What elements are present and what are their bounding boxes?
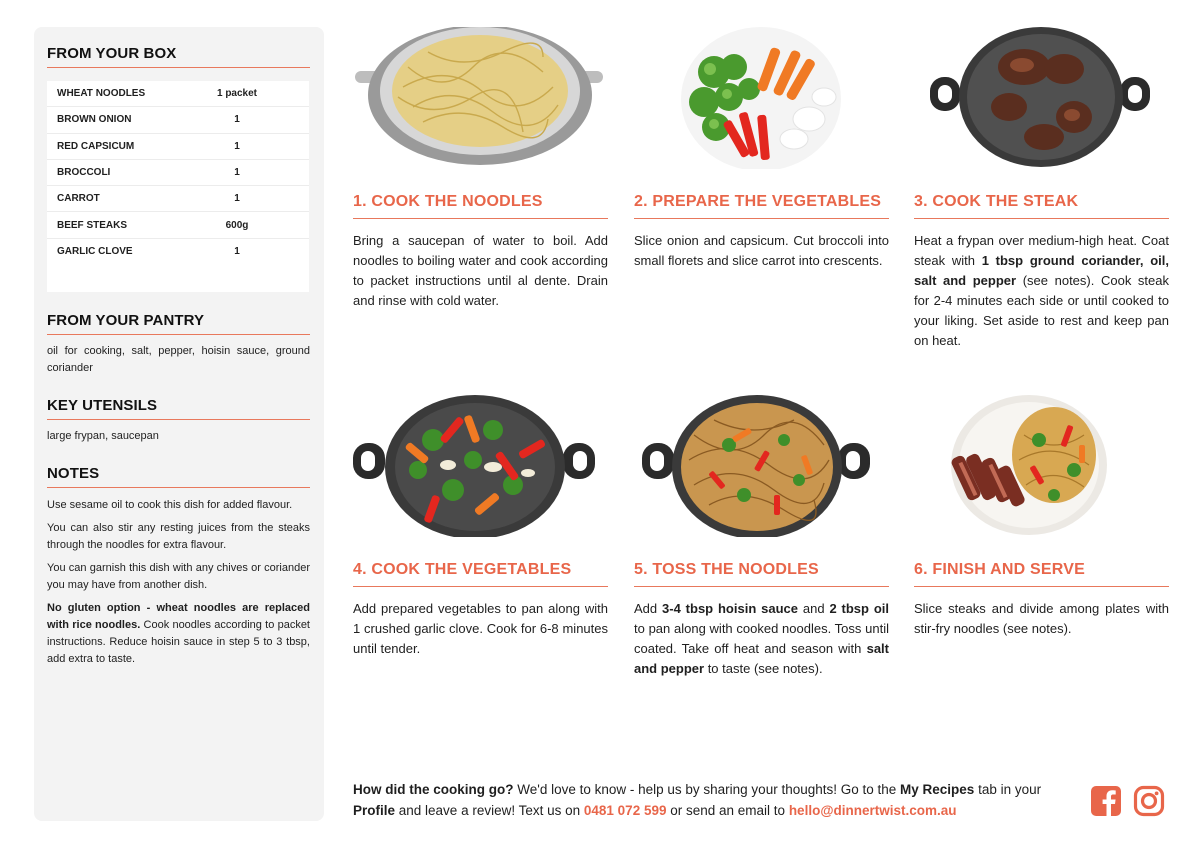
step-title: 4. COOK THE VEGETABLES [353,561,608,587]
step-text-part: Slice steaks and divide among plates with stir-fry noodles (see notes). [914,601,1169,636]
step-text-part: Bring a saucepan of water to boil. Add noodles to boiling water and cook according to packet instructions until al dente. Drain and rinse with cold water. [353,233,608,308]
step-text-part: Slice onion and capsicum. Cut broccoli into small florets and slice carrot into crescents. [634,233,889,268]
ingredient-qty: 1 [234,167,240,179]
pantry-text: oil for cooking, salt, pepper, hoisin sauce, ground coriander [47,345,310,375]
step-text-part: to pan along with cooked noodles. Toss until coated. Take off heat and season with [634,621,889,656]
ingredient-qty: 1 packet [216,88,258,100]
box-heading: FROM YOUR BOX [47,45,310,68]
step-text-part: and [798,601,830,616]
step-title: 1. COOK THE NOODLES [353,193,608,219]
utensils-heading: KEY UTENSILS [47,397,310,420]
step-4 [353,395,608,659]
step-6 [914,395,1169,639]
ingredient-name: WHEAT NOODLES [57,88,146,100]
ingredient-qty: 1 [234,140,240,152]
step-text [634,231,889,271]
gluten-note-text: Cook noodles according to packet instructions. Reduce hoisin sauce in step 5 to 3 tbsp, add extra to taste. [47,619,310,666]
gluten-note [47,600,310,668]
step-text-bold: 1 tbsp ground coriander, oil, salt and pepper [914,253,1170,288]
table-row [47,107,309,133]
step-text-part: Add prepared vegetables to pan along with 1 crushed garlic clove. Cook for 6-8 minutes until tender. [353,601,608,656]
ingredient-name: BROCCOLI [57,167,111,179]
step-text [634,599,889,679]
step-text-bold: 2 tbsp oil [829,601,890,616]
phone-link[interactable]: 0481 072 599 [583,803,667,818]
step-text [353,231,608,311]
plated-dish-photo [914,395,1169,537]
step-text-bold: 3-4 tbsp hoisin sauce [662,601,798,616]
table-row [47,81,309,107]
step-text [914,599,1169,639]
ingredients-sidebar [34,27,324,821]
utensils-text: large frypan, saucepan [47,430,159,443]
ingredient-qty: 1 [234,114,240,126]
ingredient-name: BEEF STEAKS [57,219,128,231]
box-ingredients-table [47,81,309,292]
step-title: 2. PREPARE THE VEGETABLES [634,193,889,219]
step-title: 3. COOK THE STEAK [914,193,1169,219]
chopped-vegetables-photo [634,27,889,169]
noodles-frypan-photo [634,395,889,537]
step-text-part: Add [634,601,663,616]
steak-frypan-photo [914,27,1169,169]
pantry-heading: FROM YOUR PANTRY [47,312,310,335]
ingredient-qty: 1 [234,246,240,258]
step-text-bold: salt and pepper [634,641,889,676]
footer-text: We'd love to know - help us by sharing your thoughts! Go to the [513,782,901,797]
table-row [47,134,309,160]
table-row [47,186,309,212]
ingredient-qty: 600g [225,219,249,231]
step-text-part: Heat a frypan over medium-high heat. Coat steak with [914,233,1169,268]
note-item: You can also stir any resting juices from the steaks through the noodles for extra flavour. [47,522,310,552]
notes-list [47,497,310,668]
footer-text: tab in your [974,782,1042,797]
noodles-pot-photo [353,27,608,169]
step-text-part: to taste (see notes). [704,661,823,676]
step-text [353,599,608,659]
footer-text: or send an email to [666,803,789,818]
footer-text: and leave a review! Text us on [395,803,584,818]
facebook-icon[interactable] [1090,785,1122,817]
ingredient-name: GARLIC CLOVE [57,246,133,258]
ingredient-name: RED CAPSICUM [57,140,135,152]
feedback-question: How did the cooking go? [353,782,514,797]
vegetables-frypan-photo [353,395,608,537]
step-1 [353,27,608,311]
table-row [47,160,309,186]
table-row [47,212,309,238]
ingredient-name: BROWN ONION [57,114,132,126]
instagram-icon[interactable] [1133,785,1165,817]
profile-link[interactable]: Profile [353,803,396,818]
step-text [914,231,1169,351]
step-title: 6. FINISH AND SERVE [914,561,1169,587]
gluten-note-bold: No gluten option - wheat noodles are replaced with rice noodles. [47,602,310,632]
step-text-part: (see notes). Cook steak for 2-4 minutes each side or until cooked to your liking. Set aside to rest and keep pan on heat. [914,273,1170,348]
note-item: Use sesame oil to cook this dish for added flavour. [47,499,293,512]
email-link[interactable]: hello@dinnertwist.com.au [788,803,957,818]
notes-heading: NOTES [47,465,310,488]
feedback-footer [353,779,1073,821]
ingredient-qty: 1 [234,193,240,205]
step-3 [914,27,1169,351]
ingredient-name: CARROT [57,193,100,205]
step-5 [634,395,889,679]
table-row [47,239,309,265]
step-title: 5. TOSS THE NOODLES [634,561,889,587]
note-item: You can garnish this dish with any chives or coriander you may have from another dish. [47,562,310,592]
my-recipes-link[interactable]: My Recipes [900,782,975,797]
step-2 [634,27,889,271]
